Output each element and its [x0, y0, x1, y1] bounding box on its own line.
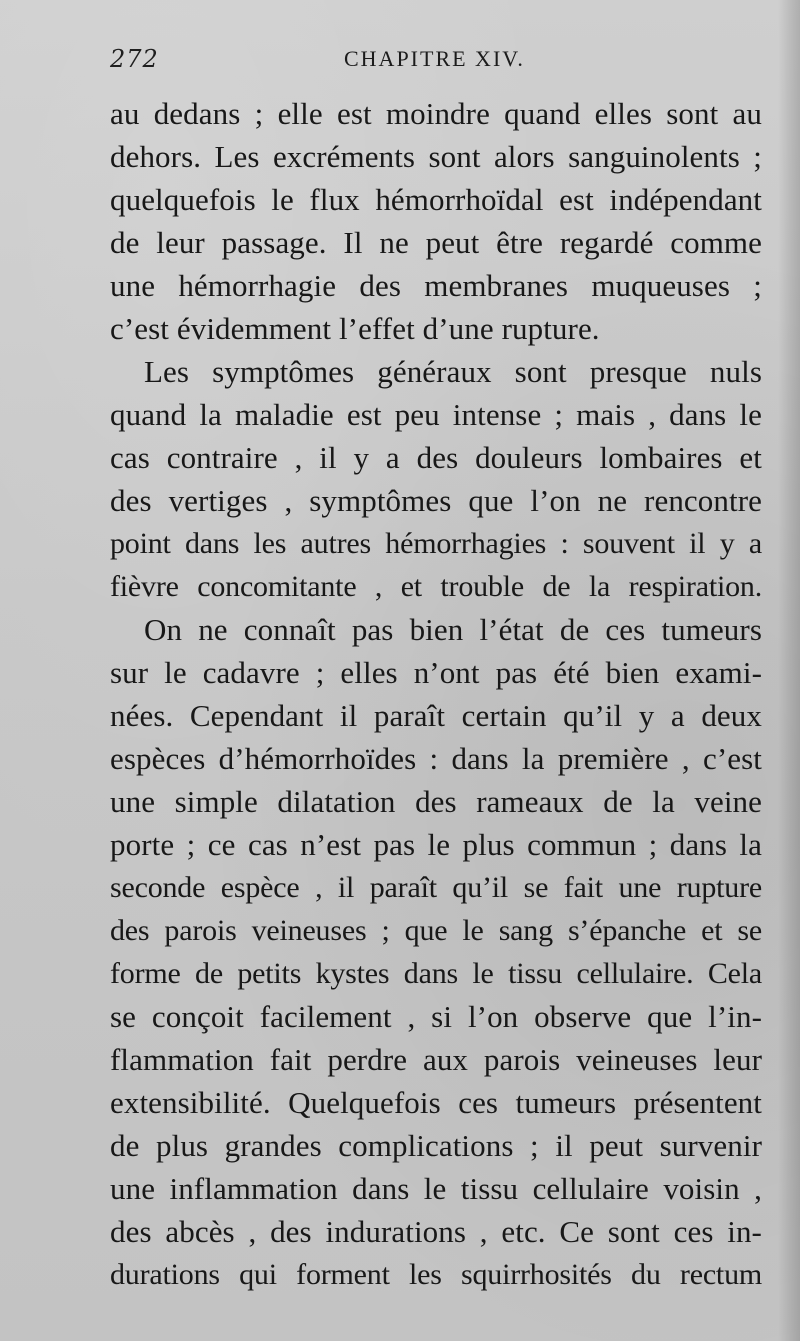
paragraph-first-line: On ne connaît pas bien l’état de ces tumeurs: [144, 612, 762, 647]
text-line: se conçoit facilement , si l’on observe que l’in-: [110, 999, 762, 1034]
text-line: forme de petits kystes dans le tissu cellulaire. Cela: [110, 957, 762, 990]
text-line: dehors. Les excréments sont alors sanguinolents ;: [110, 139, 762, 174]
text-line: durations qui forment les squirrhosités du rectum: [110, 1258, 762, 1291]
page-number: 272: [110, 45, 159, 73]
text-line: de leur passage. Il ne peut être regardé comme: [110, 225, 762, 260]
text-line: une inflammation dans le tissu cellulaire voisin ,: [110, 1171, 762, 1206]
text-line: des vertiges , symptômes que l’on ne rencontre: [110, 483, 762, 518]
text-line: quelquefois le flux hémorrhoïdal est indépendant: [110, 182, 762, 217]
text-line: extensibilité. Quelquefois ces tumeurs présentent: [110, 1085, 762, 1120]
text-line: espèces d’hémorrhoïdes : dans la première , c’est: [110, 741, 762, 776]
text-line: flammation fait perdre aux parois veineuses leur: [110, 1042, 762, 1077]
page-edge-shadow: [778, 0, 800, 1341]
paragraph-first-line: Les symptômes généraux sont presque nuls: [144, 354, 762, 389]
text-line: seconde espèce , il paraît qu’il se fait une rupture: [110, 871, 762, 904]
text-line: c’est évidemment l’effet d’une rupture.: [110, 311, 600, 346]
text-line: sur le cadavre ; elles n’ont pas été bien exami-: [110, 655, 762, 690]
text-line: fièvre concomitante , et trouble de la respiration.: [110, 570, 762, 603]
text-line: cas contraire , il y a des douleurs lombaires et: [110, 440, 762, 475]
text-line: quand la maladie est peu intense ; mais , dans le: [110, 397, 762, 432]
text-line: une hémorrhagie des membranes muqueuses ;: [110, 268, 762, 303]
running-header: [110, 42, 765, 76]
text-line: porte ; ce cas n’est pas le plus commun ; dans la: [110, 827, 762, 862]
text-line: de plus grandes complications ; il peut survenir: [110, 1128, 762, 1163]
text-line: des parois veineuses ; que le sang s’épanche et se: [110, 914, 762, 947]
text-line: des abcès , des indurations , etc. Ce sont ces in-: [110, 1214, 762, 1249]
text-line: nées. Cependant il paraît certain qu’il y a deux: [110, 698, 762, 733]
chapter-heading: CHAPITRE XIV.: [344, 46, 525, 71]
body-text: [110, 92, 762, 1312]
text-line: une simple dilatation des rameaux de la veine: [110, 784, 762, 819]
text-line: au dedans ; elle est moindre quand elles sont au: [110, 96, 762, 131]
text-line: point dans les autres hémorrhagies : souvent il y a: [110, 527, 762, 560]
